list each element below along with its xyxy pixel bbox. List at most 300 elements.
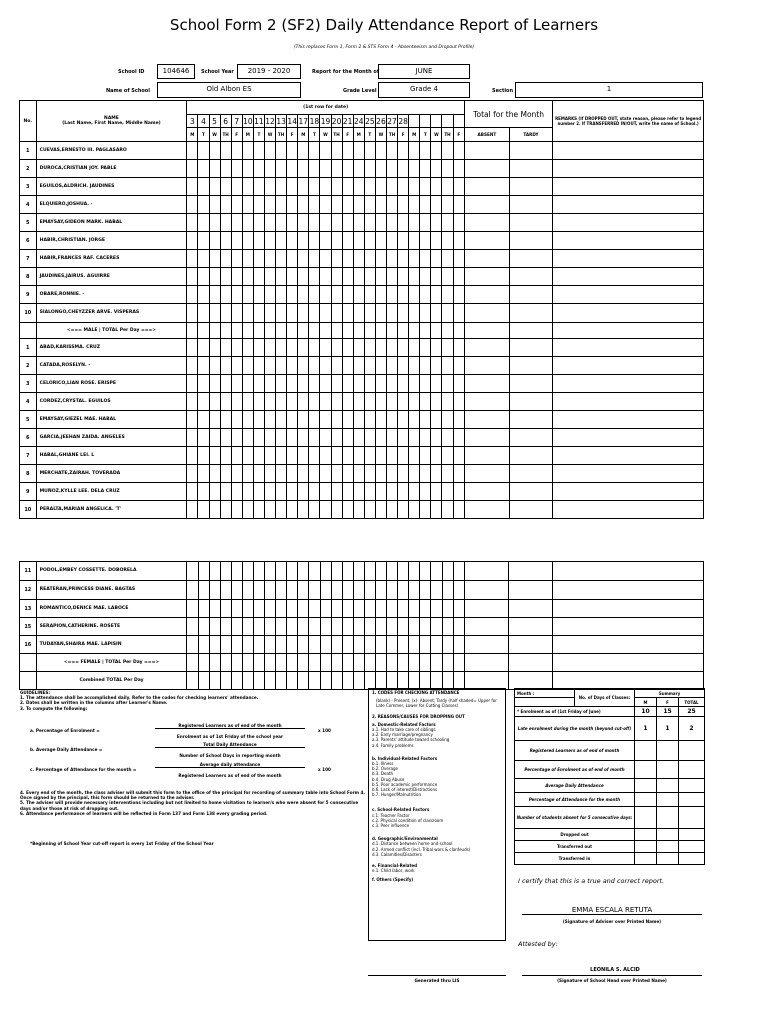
attendance-cell[interactable] bbox=[342, 250, 353, 268]
attendance-cell[interactable] bbox=[409, 250, 420, 268]
attendance-cell[interactable] bbox=[220, 447, 231, 465]
attendance-cell[interactable] bbox=[342, 618, 353, 636]
attendance-cell[interactable] bbox=[375, 232, 386, 250]
remarks-cell[interactable] bbox=[553, 393, 704, 411]
attendance-cell[interactable] bbox=[220, 339, 231, 357]
attendance-cell[interactable] bbox=[453, 232, 464, 250]
attendance-cell[interactable] bbox=[276, 142, 287, 160]
attendance-cell[interactable] bbox=[242, 160, 253, 178]
attendance-cell[interactable] bbox=[353, 357, 364, 375]
tardy-total-cell[interactable] bbox=[509, 214, 552, 232]
attendance-cell[interactable] bbox=[398, 196, 409, 214]
attendance-cell[interactable] bbox=[431, 196, 442, 214]
attendance-cell[interactable] bbox=[276, 375, 287, 393]
attendance-cell[interactable] bbox=[209, 339, 220, 357]
day-total-cell[interactable] bbox=[431, 672, 442, 690]
summary-cell[interactable] bbox=[657, 741, 679, 761]
day-total-cell[interactable] bbox=[287, 654, 298, 672]
attendance-cell[interactable] bbox=[442, 232, 453, 250]
attendance-cell[interactable] bbox=[187, 411, 198, 429]
attendance-cell[interactable] bbox=[231, 196, 242, 214]
total-cell[interactable] bbox=[552, 672, 703, 690]
attendance-cell[interactable] bbox=[309, 581, 320, 600]
absent-total-cell[interactable] bbox=[464, 600, 509, 618]
attendance-cell[interactable] bbox=[409, 196, 420, 214]
attendance-cell[interactable] bbox=[287, 286, 298, 304]
attendance-cell[interactable] bbox=[320, 618, 331, 636]
attendance-cell[interactable] bbox=[398, 483, 409, 501]
attendance-cell[interactable] bbox=[231, 581, 242, 600]
attendance-cell[interactable] bbox=[198, 393, 209, 411]
attendance-cell[interactable] bbox=[287, 304, 298, 323]
attendance-cell[interactable] bbox=[309, 232, 320, 250]
attendance-cell[interactable] bbox=[264, 501, 275, 519]
attendance-cell[interactable] bbox=[442, 581, 453, 600]
attendance-cell[interactable] bbox=[364, 465, 375, 483]
grade-level-field[interactable]: Grade 4 bbox=[378, 82, 470, 98]
attendance-cell[interactable] bbox=[398, 286, 409, 304]
attendance-cell[interactable] bbox=[320, 357, 331, 375]
attendance-cell[interactable] bbox=[198, 304, 209, 323]
tardy-total-cell[interactable] bbox=[509, 142, 552, 160]
attendance-cell[interactable] bbox=[309, 411, 320, 429]
attendance-cell[interactable] bbox=[364, 250, 375, 268]
attendance-cell[interactable] bbox=[309, 429, 320, 447]
attendance-cell[interactable] bbox=[442, 142, 453, 160]
attendance-cell[interactable] bbox=[375, 501, 386, 519]
attendance-cell[interactable] bbox=[387, 636, 398, 654]
attendance-cell[interactable] bbox=[409, 618, 420, 636]
attendance-cell[interactable] bbox=[331, 357, 342, 375]
attendance-cell[interactable] bbox=[342, 196, 353, 214]
attendance-cell[interactable] bbox=[375, 483, 386, 501]
attendance-cell[interactable] bbox=[287, 465, 298, 483]
remarks-cell[interactable] bbox=[553, 357, 704, 375]
tardy-total-cell[interactable] bbox=[509, 618, 552, 636]
attendance-cell[interactable] bbox=[298, 501, 309, 519]
attendance-cell[interactable] bbox=[331, 600, 342, 618]
attendance-cell[interactable] bbox=[242, 483, 253, 501]
attendance-cell[interactable] bbox=[209, 268, 220, 286]
attendance-cell[interactable] bbox=[265, 581, 276, 600]
attendance-cell[interactable] bbox=[231, 411, 242, 429]
attendance-cell[interactable] bbox=[309, 250, 320, 268]
attendance-cell[interactable] bbox=[276, 447, 287, 465]
attendance-cell[interactable] bbox=[420, 581, 431, 600]
attendance-cell[interactable] bbox=[320, 286, 331, 304]
attendance-cell[interactable] bbox=[264, 357, 275, 375]
tardy-total-cell[interactable] bbox=[509, 465, 552, 483]
attendance-cell[interactable] bbox=[198, 357, 209, 375]
attendance-cell[interactable] bbox=[298, 429, 309, 447]
attendance-cell[interactable] bbox=[442, 268, 453, 286]
attendance-cell[interactable] bbox=[209, 447, 220, 465]
attendance-cell[interactable] bbox=[442, 214, 453, 232]
attendance-cell[interactable] bbox=[276, 286, 287, 304]
attendance-cell[interactable] bbox=[431, 232, 442, 250]
attendance-cell[interactable] bbox=[409, 232, 420, 250]
attendance-cell[interactable] bbox=[187, 375, 198, 393]
attendance-cell[interactable] bbox=[276, 483, 287, 501]
attendance-cell[interactable] bbox=[298, 142, 309, 160]
attendance-cell[interactable] bbox=[320, 447, 331, 465]
summary-cell[interactable] bbox=[635, 761, 657, 779]
attendance-cell[interactable] bbox=[231, 600, 242, 618]
attendance-cell[interactable] bbox=[253, 214, 264, 232]
attendance-cell[interactable] bbox=[342, 268, 353, 286]
attendance-cell[interactable] bbox=[387, 600, 398, 618]
attendance-cell[interactable] bbox=[387, 465, 398, 483]
attendance-cell[interactable] bbox=[264, 393, 275, 411]
attendance-cell[interactable] bbox=[242, 268, 253, 286]
summary-cell[interactable] bbox=[635, 853, 657, 865]
attendance-cell[interactable] bbox=[364, 429, 375, 447]
absent-total-cell[interactable] bbox=[465, 196, 510, 214]
attendance-cell[interactable] bbox=[220, 304, 231, 323]
remarks-cell[interactable] bbox=[553, 142, 704, 160]
attendance-cell[interactable] bbox=[398, 232, 409, 250]
attendance-cell[interactable] bbox=[398, 562, 409, 581]
attendance-cell[interactable] bbox=[320, 375, 331, 393]
attendance-cell[interactable] bbox=[398, 178, 409, 196]
attendance-cell[interactable] bbox=[309, 618, 320, 636]
attendance-cell[interactable] bbox=[187, 160, 198, 178]
attendance-cell[interactable] bbox=[198, 465, 209, 483]
attendance-cell[interactable] bbox=[298, 618, 309, 636]
absent-total-cell[interactable] bbox=[465, 286, 510, 304]
total-cell[interactable] bbox=[509, 654, 552, 672]
attendance-cell[interactable] bbox=[409, 600, 420, 618]
attendance-cell[interactable] bbox=[276, 214, 287, 232]
attendance-cell[interactable] bbox=[409, 268, 420, 286]
attendance-cell[interactable] bbox=[309, 304, 320, 323]
attendance-cell[interactable] bbox=[231, 357, 242, 375]
attendance-cell[interactable] bbox=[420, 429, 431, 447]
attendance-cell[interactable] bbox=[364, 581, 375, 600]
attendance-cell[interactable] bbox=[353, 268, 364, 286]
attendance-cell[interactable] bbox=[242, 429, 253, 447]
day-total-cell[interactable] bbox=[220, 323, 231, 339]
attendance-cell[interactable] bbox=[375, 465, 386, 483]
attendance-cell[interactable] bbox=[375, 411, 386, 429]
attendance-cell[interactable] bbox=[442, 636, 453, 654]
summary-cell[interactable] bbox=[679, 829, 705, 841]
attendance-cell[interactable] bbox=[309, 465, 320, 483]
attendance-cell[interactable] bbox=[420, 214, 431, 232]
attendance-cell[interactable] bbox=[320, 214, 331, 232]
day-total-cell[interactable] bbox=[209, 672, 220, 690]
attendance-cell[interactable] bbox=[442, 562, 453, 581]
attendance-cell[interactable] bbox=[342, 178, 353, 196]
attendance-cell[interactable] bbox=[364, 142, 375, 160]
attendance-cell[interactable] bbox=[198, 268, 209, 286]
attendance-cell[interactable] bbox=[242, 232, 253, 250]
attendance-cell[interactable] bbox=[309, 375, 320, 393]
attendance-cell[interactable] bbox=[387, 304, 398, 323]
attendance-cell[interactable] bbox=[320, 142, 331, 160]
attendance-cell[interactable] bbox=[242, 447, 253, 465]
attendance-cell[interactable] bbox=[276, 465, 287, 483]
day-total-cell[interactable] bbox=[398, 672, 409, 690]
attendance-cell[interactable] bbox=[442, 447, 453, 465]
attendance-cell[interactable] bbox=[209, 232, 220, 250]
attendance-cell[interactable] bbox=[342, 562, 353, 581]
attendance-cell[interactable] bbox=[187, 196, 198, 214]
summary-cell[interactable] bbox=[657, 829, 679, 841]
attendance-cell[interactable] bbox=[420, 268, 431, 286]
attendance-cell[interactable] bbox=[364, 411, 375, 429]
attendance-cell[interactable] bbox=[231, 429, 242, 447]
day-total-cell[interactable] bbox=[442, 654, 453, 672]
attendance-cell[interactable] bbox=[242, 600, 253, 618]
attendance-cell[interactable] bbox=[331, 196, 342, 214]
remarks-cell[interactable] bbox=[553, 501, 704, 519]
attendance-cell[interactable] bbox=[220, 600, 231, 618]
attendance-cell[interactable] bbox=[298, 268, 309, 286]
tardy-total-cell[interactable] bbox=[509, 562, 552, 581]
attendance-cell[interactable] bbox=[420, 196, 431, 214]
summary-cell[interactable] bbox=[679, 853, 705, 865]
attendance-cell[interactable] bbox=[364, 618, 375, 636]
attendance-cell[interactable] bbox=[342, 304, 353, 323]
attendance-cell[interactable] bbox=[276, 250, 287, 268]
attendance-cell[interactable] bbox=[187, 393, 198, 411]
day-total-cell[interactable] bbox=[387, 672, 398, 690]
attendance-cell[interactable] bbox=[431, 286, 442, 304]
day-total-cell[interactable] bbox=[187, 323, 198, 339]
attendance-cell[interactable] bbox=[342, 375, 353, 393]
attendance-cell[interactable] bbox=[342, 286, 353, 304]
attendance-cell[interactable] bbox=[431, 501, 442, 519]
attendance-cell[interactable] bbox=[198, 600, 209, 618]
attendance-cell[interactable] bbox=[364, 447, 375, 465]
attendance-cell[interactable] bbox=[353, 304, 364, 323]
attendance-cell[interactable] bbox=[353, 393, 364, 411]
attendance-cell[interactable] bbox=[387, 214, 398, 232]
absent-total-cell[interactable] bbox=[465, 232, 510, 250]
attendance-cell[interactable] bbox=[187, 142, 198, 160]
attendance-cell[interactable] bbox=[220, 160, 231, 178]
attendance-cell[interactable] bbox=[253, 375, 264, 393]
attendance-cell[interactable] bbox=[231, 501, 242, 519]
attendance-cell[interactable] bbox=[353, 160, 364, 178]
remarks-cell[interactable] bbox=[553, 465, 704, 483]
attendance-cell[interactable] bbox=[198, 411, 209, 429]
attendance-cell[interactable] bbox=[242, 581, 253, 600]
attendance-cell[interactable] bbox=[375, 357, 386, 375]
attendance-cell[interactable] bbox=[409, 429, 420, 447]
attendance-cell[interactable] bbox=[376, 581, 387, 600]
attendance-cell[interactable] bbox=[387, 268, 398, 286]
attendance-cell[interactable] bbox=[220, 483, 231, 501]
attendance-cell[interactable] bbox=[264, 142, 275, 160]
attendance-cell[interactable] bbox=[353, 581, 364, 600]
attendance-cell[interactable] bbox=[242, 178, 253, 196]
attendance-cell[interactable] bbox=[276, 339, 287, 357]
attendance-cell[interactable] bbox=[187, 178, 198, 196]
attendance-cell[interactable] bbox=[209, 196, 220, 214]
absent-total-cell[interactable] bbox=[465, 339, 510, 357]
tardy-total-cell[interactable] bbox=[509, 636, 552, 654]
attendance-cell[interactable] bbox=[187, 429, 198, 447]
attendance-cell[interactable] bbox=[364, 196, 375, 214]
attendance-cell[interactable] bbox=[442, 618, 453, 636]
attendance-cell[interactable] bbox=[431, 160, 442, 178]
total-cell[interactable] bbox=[509, 323, 552, 339]
attendance-cell[interactable] bbox=[287, 411, 298, 429]
attendance-cell[interactable] bbox=[187, 304, 198, 323]
attendance-cell[interactable] bbox=[409, 501, 420, 519]
remarks-cell[interactable] bbox=[553, 339, 704, 357]
attendance-cell[interactable] bbox=[220, 375, 231, 393]
attendance-cell[interactable] bbox=[187, 501, 198, 519]
attendance-cell[interactable] bbox=[364, 483, 375, 501]
attendance-cell[interactable] bbox=[231, 214, 242, 232]
day-total-cell[interactable] bbox=[342, 323, 353, 339]
attendance-cell[interactable] bbox=[209, 250, 220, 268]
total-cell[interactable] bbox=[509, 672, 552, 690]
summary-cell[interactable] bbox=[657, 841, 679, 853]
attendance-cell[interactable] bbox=[387, 232, 398, 250]
attendance-cell[interactable] bbox=[242, 357, 253, 375]
attendance-cell[interactable] bbox=[198, 196, 209, 214]
attendance-cell[interactable] bbox=[220, 562, 231, 581]
absent-total-cell[interactable] bbox=[465, 465, 510, 483]
attendance-cell[interactable] bbox=[431, 618, 442, 636]
day-total-cell[interactable] bbox=[342, 672, 353, 690]
attendance-cell[interactable] bbox=[375, 196, 386, 214]
attendance-cell[interactable] bbox=[364, 178, 375, 196]
attendance-cell[interactable] bbox=[442, 501, 453, 519]
attendance-cell[interactable] bbox=[276, 562, 287, 581]
summary-cell[interactable] bbox=[635, 807, 657, 829]
attendance-cell[interactable] bbox=[264, 483, 275, 501]
attendance-cell[interactable] bbox=[431, 375, 442, 393]
attendance-cell[interactable] bbox=[220, 250, 231, 268]
absent-total-cell[interactable] bbox=[465, 447, 510, 465]
attendance-cell[interactable] bbox=[309, 447, 320, 465]
attendance-cell[interactable] bbox=[220, 393, 231, 411]
day-total-cell[interactable] bbox=[353, 323, 364, 339]
attendance-cell[interactable] bbox=[420, 339, 431, 357]
attendance-cell[interactable] bbox=[220, 465, 231, 483]
attendance-cell[interactable] bbox=[320, 429, 331, 447]
attendance-cell[interactable] bbox=[387, 178, 398, 196]
day-total-cell[interactable] bbox=[253, 323, 264, 339]
absent-total-cell[interactable] bbox=[464, 618, 509, 636]
attendance-cell[interactable] bbox=[253, 636, 264, 654]
attendance-cell[interactable] bbox=[375, 142, 386, 160]
attendance-cell[interactable] bbox=[409, 411, 420, 429]
day-total-cell[interactable] bbox=[453, 323, 464, 339]
attendance-cell[interactable] bbox=[187, 447, 198, 465]
day-total-cell[interactable] bbox=[375, 323, 386, 339]
attendance-cell[interactable] bbox=[187, 465, 198, 483]
day-total-cell[interactable] bbox=[242, 323, 253, 339]
attendance-cell[interactable] bbox=[442, 393, 453, 411]
attendance-cell[interactable] bbox=[431, 600, 442, 618]
attendance-cell[interactable] bbox=[287, 339, 298, 357]
attendance-cell[interactable] bbox=[320, 600, 331, 618]
attendance-cell[interactable] bbox=[409, 214, 420, 232]
attendance-cell[interactable] bbox=[342, 357, 353, 375]
attendance-cell[interactable] bbox=[264, 214, 275, 232]
attendance-cell[interactable] bbox=[420, 286, 431, 304]
attendance-cell[interactable] bbox=[198, 160, 209, 178]
day-total-cell[interactable] bbox=[453, 654, 464, 672]
attendance-cell[interactable] bbox=[298, 232, 309, 250]
day-total-cell[interactable] bbox=[353, 672, 364, 690]
attendance-cell[interactable] bbox=[409, 375, 420, 393]
attendance-cell[interactable] bbox=[398, 250, 409, 268]
day-total-cell[interactable] bbox=[253, 654, 264, 672]
tardy-total-cell[interactable] bbox=[509, 286, 552, 304]
tardy-total-cell[interactable] bbox=[509, 447, 552, 465]
attendance-cell[interactable] bbox=[309, 562, 320, 581]
day-total-cell[interactable] bbox=[409, 654, 420, 672]
report-month-field[interactable]: JUNE bbox=[378, 64, 470, 79]
absent-total-cell[interactable] bbox=[465, 268, 510, 286]
attendance-cell[interactable] bbox=[287, 196, 298, 214]
attendance-cell[interactable] bbox=[453, 581, 464, 600]
attendance-cell[interactable] bbox=[364, 268, 375, 286]
attendance-cell[interactable] bbox=[442, 411, 453, 429]
attendance-cell[interactable] bbox=[187, 250, 198, 268]
summary-cell[interactable] bbox=[635, 829, 657, 841]
total-cell[interactable] bbox=[464, 672, 509, 690]
tardy-total-cell[interactable] bbox=[509, 196, 552, 214]
attendance-cell[interactable] bbox=[331, 268, 342, 286]
attendance-cell[interactable] bbox=[242, 636, 253, 654]
remarks-cell[interactable] bbox=[553, 268, 704, 286]
attendance-cell[interactable] bbox=[331, 142, 342, 160]
attendance-cell[interactable] bbox=[442, 465, 453, 483]
attendance-cell[interactable] bbox=[342, 447, 353, 465]
attendance-cell[interactable] bbox=[187, 357, 198, 375]
attendance-cell[interactable] bbox=[276, 411, 287, 429]
attendance-cell[interactable] bbox=[309, 286, 320, 304]
day-total-cell[interactable] bbox=[376, 672, 387, 690]
total-cell[interactable] bbox=[464, 654, 509, 672]
summary-cell[interactable] bbox=[657, 853, 679, 865]
attendance-cell[interactable] bbox=[309, 357, 320, 375]
attendance-cell[interactable] bbox=[320, 501, 331, 519]
attendance-cell[interactable] bbox=[298, 357, 309, 375]
summary-cell[interactable] bbox=[679, 779, 705, 793]
attendance-cell[interactable] bbox=[331, 160, 342, 178]
attendance-cell[interactable] bbox=[453, 411, 464, 429]
attendance-cell[interactable] bbox=[420, 465, 431, 483]
attendance-cell[interactable] bbox=[353, 286, 364, 304]
school-year-field[interactable]: 2019 - 2020 bbox=[237, 64, 301, 79]
attendance-cell[interactable] bbox=[253, 483, 264, 501]
day-total-cell[interactable] bbox=[220, 672, 231, 690]
attendance-cell[interactable] bbox=[342, 339, 353, 357]
attendance-cell[interactable] bbox=[398, 465, 409, 483]
attendance-cell[interactable] bbox=[209, 600, 220, 618]
attendance-cell[interactable] bbox=[398, 429, 409, 447]
attendance-cell[interactable] bbox=[453, 142, 464, 160]
attendance-cell[interactable] bbox=[387, 581, 398, 600]
summary-cell[interactable] bbox=[679, 807, 705, 829]
attendance-cell[interactable] bbox=[431, 357, 442, 375]
attendance-cell[interactable] bbox=[220, 178, 231, 196]
attendance-cell[interactable] bbox=[353, 142, 364, 160]
attendance-cell[interactable] bbox=[242, 214, 253, 232]
attendance-cell[interactable] bbox=[265, 618, 276, 636]
attendance-cell[interactable] bbox=[420, 501, 431, 519]
remarks-cell[interactable] bbox=[553, 304, 704, 323]
